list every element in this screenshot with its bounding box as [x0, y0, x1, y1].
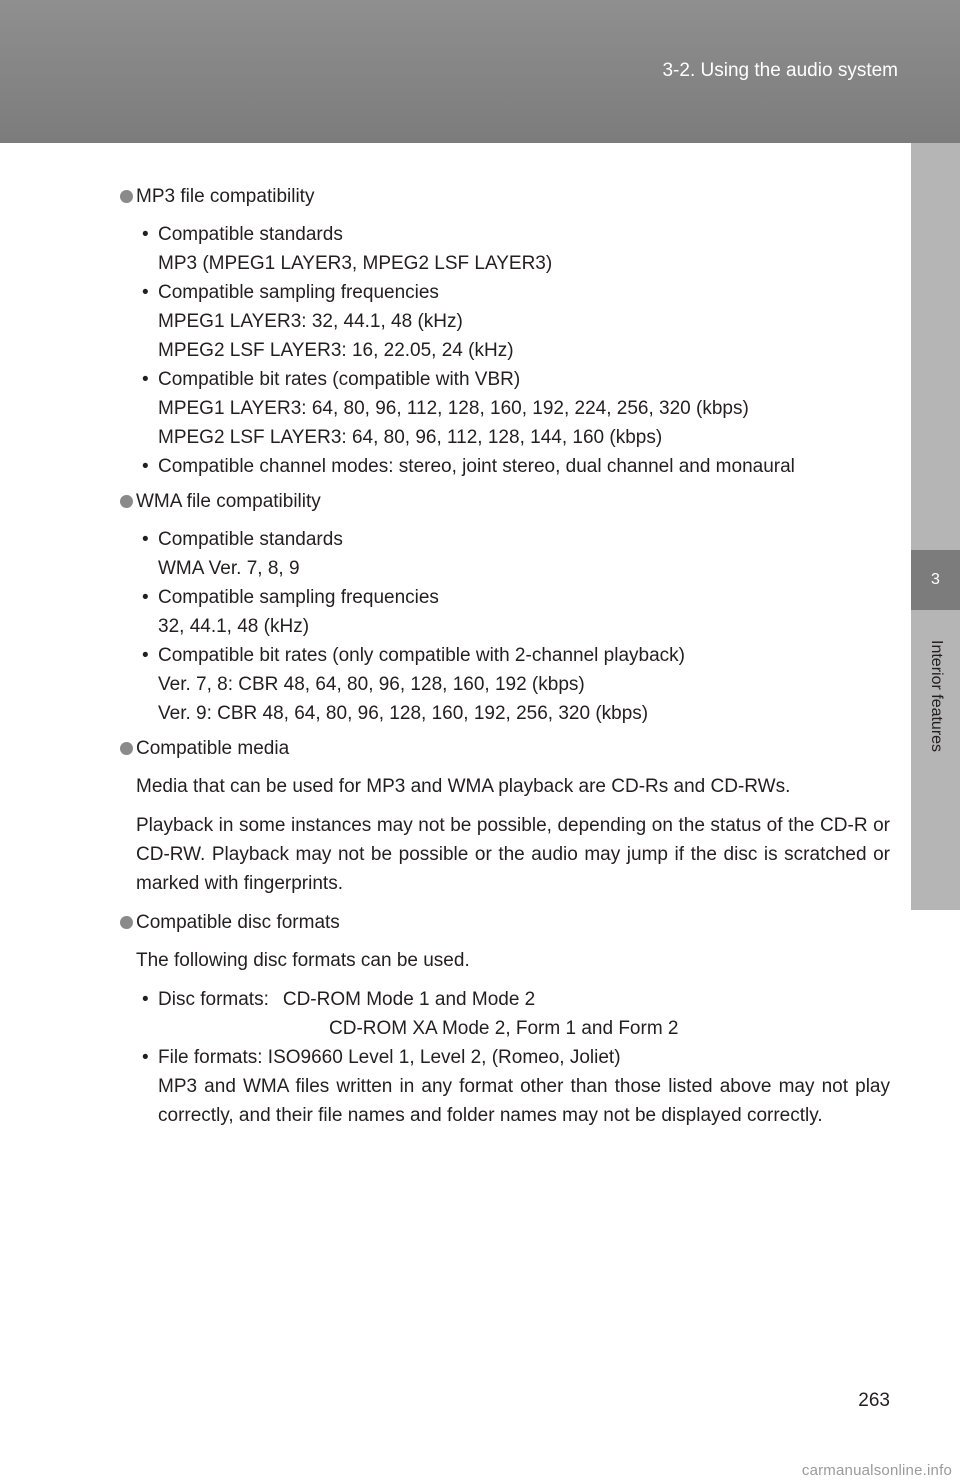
page-number: 263: [858, 1390, 890, 1411]
item-label: Compatible sampling frequencies: [158, 587, 439, 608]
list-item: [120, 583, 890, 641]
paragraph: Media that can be used for MP3 and WMA playback are CD-Rs and CD-RWs.: [136, 776, 791, 797]
list-item: [120, 985, 890, 1043]
item-label: Compatible standards: [158, 224, 343, 245]
mp3-section: [120, 182, 890, 481]
bullet-icon: •: [142, 282, 149, 303]
chapter-tab: [911, 550, 960, 610]
chapter-number: 3: [931, 571, 940, 588]
bullet-icon: •: [142, 645, 149, 666]
chapter-label-strip: [911, 610, 960, 910]
list-item: [120, 525, 890, 583]
list-item: [120, 365, 890, 452]
list-item: [120, 452, 890, 481]
media-heading-text: Compatible media: [136, 738, 290, 759]
list-item: [120, 220, 890, 278]
list-item: [120, 641, 890, 728]
item-line: WMA Ver. 7, 8, 9: [158, 558, 300, 579]
item-label: Compatible bit rates (only compatible with 2-channel playback): [158, 645, 685, 666]
watermark-text: carmanualsonline.info: [801, 1462, 952, 1479]
section-title: 3-2. Using the audio system: [662, 60, 898, 81]
disc-formats-label: Disc formats:: [158, 989, 269, 1010]
bullet-icon: •: [142, 989, 149, 1010]
bullet-icon: •: [142, 369, 149, 390]
wma-heading-text: WMA file compatibility: [136, 491, 321, 512]
formats-section: [120, 908, 890, 1130]
disc-formats-value: CD-ROM Mode 1 and Mode 2: [282, 989, 536, 1010]
list-item: [120, 1043, 890, 1130]
item-line: Ver. 9: CBR 48, 64, 80, 96, 128, 160, 192, 256, 320 (kbps): [158, 703, 649, 724]
chapter-label: Interior features: [927, 640, 945, 753]
list-item: [120, 278, 890, 365]
item-line: Ver. 7, 8: CBR 48, 64, 80, 96, 128, 160, 192 (kbps): [158, 674, 585, 695]
formats-heading: [120, 908, 890, 937]
item-line: 32, 44.1, 48 (kHz): [158, 616, 310, 637]
bullet-icon: •: [142, 529, 149, 550]
item-line: MP3 (MPEG1 LAYER3, MPEG2 LSF LAYER3): [158, 253, 553, 274]
side-tab-strip-top: [911, 143, 960, 550]
item-line: MPEG2 LSF LAYER3: 16, 22.05, 24 (kHz): [158, 340, 514, 361]
file-formats-label: File formats: ISO9660 Level 1, Level 2, (Romeo, Joliet): [158, 1047, 621, 1068]
wma-section: [120, 487, 890, 728]
bullet-dot-icon: [120, 190, 133, 203]
item-label: Compatible bit rates (compatible with VBR): [158, 369, 521, 390]
paragraph: The following disc formats can be used.: [136, 950, 470, 971]
bullet-icon: •: [142, 224, 149, 245]
item-line: MPEG1 LAYER3: 64, 80, 96, 112, 128, 160, 192, 224, 256, 320 (kbps): [158, 398, 749, 419]
mp3-heading: [120, 182, 890, 211]
bullet-icon: •: [142, 456, 149, 477]
disc-formats-value: CD-ROM XA Mode 2, Form 1 and Form 2: [329, 1018, 679, 1039]
item-label: Compatible sampling frequencies: [158, 282, 439, 303]
item-label: Compatible standards: [158, 529, 343, 550]
bullet-dot-icon: [120, 742, 133, 755]
formats-heading-text: Compatible disc formats: [136, 912, 340, 933]
bullet-icon: •: [142, 587, 149, 608]
file-formats-note: MP3 and WMA files written in any format other than those listed above may not play correctly, and their file names and folder names may not be displayed correctly.: [158, 1076, 890, 1126]
page-header: [0, 0, 960, 143]
item-label: Compatible channel modes: stereo, joint stereo, dual channel and monaural: [158, 456, 795, 477]
wma-heading: [120, 487, 890, 516]
mp3-heading-text: MP3 file compatibility: [136, 186, 315, 207]
item-line: MPEG2 LSF LAYER3: 64, 80, 96, 112, 128, 144, 160 (kbps): [158, 427, 663, 448]
bullet-icon: •: [142, 1047, 149, 1068]
media-heading: [120, 734, 890, 763]
bullet-dot-icon: [120, 495, 133, 508]
item-line: MPEG1 LAYER3: 32, 44.1, 48 (kHz): [158, 311, 463, 332]
paragraph: Playback in some instances may not be possible, depending on the status of the CD-R or CD-RW. Playback may not be possible or the audio may jump if the disc is scratched or marked with fingerprints.: [136, 815, 890, 894]
page-content: [120, 182, 890, 1130]
media-section: [120, 734, 890, 898]
bullet-dot-icon: [120, 916, 133, 929]
